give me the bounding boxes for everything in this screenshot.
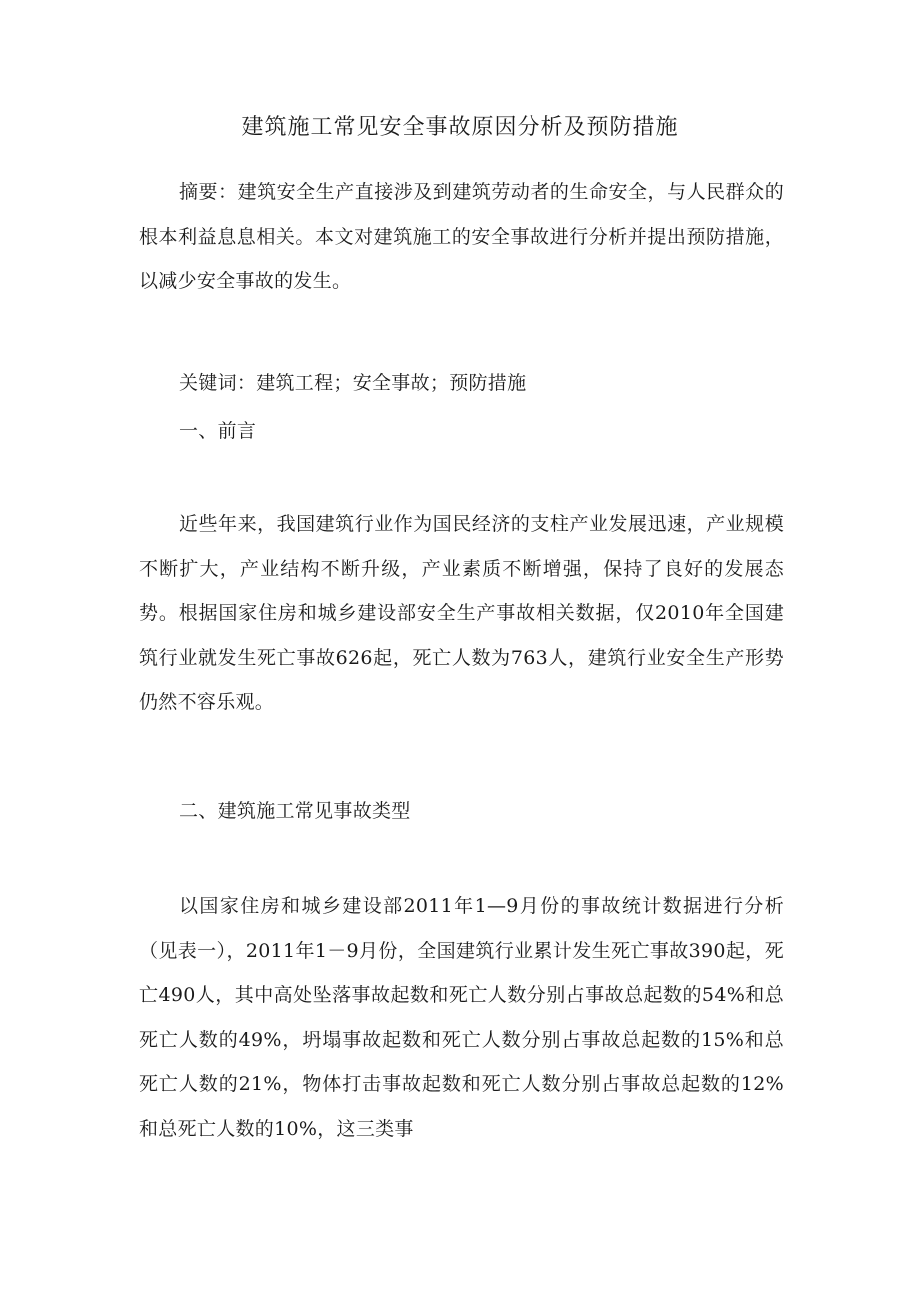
section-2-paragraph: 以国家住房和城乡建设部2011年1—9月份的事故统计数据进行分析（见表一），2011年1－9月份，全国建筑行业累计发生死亡事故390起，死亡490人，其中高处坠落事故起数和死亡人数分别占事故总起数的54%和总死亡人数的49%，坍塌事故起数和死亡人数分别占事故总起数的15%和总死亡人数的21%，物体打击事故起数和死亡人数分别占事故总起数的12%和总死亡人数的10%，这三类事: [139, 895, 784, 1140]
section-1-paragraph: 近些年来，我国建筑行业作为国民经济的支柱产业发展迅速，产业规模不断扩大，产业结构不断升级，产业素质不断增强，保持了良好的发展态势。根据国家住房和城乡建设部安全生产事故相关数据，仅2010年全国建筑行业就发生死亡事故626起，死亡人数为763人，建筑行业安全生产形势仍然不容乐观。: [139, 513, 784, 713]
document-title: 建筑施工常见安全事故原因分析及预防措施: [241, 115, 679, 140]
keywords-line: 关键词：建筑工程；安全事故；预防措施: [179, 372, 527, 394]
section-1-heading: 一、前言: [179, 420, 257, 442]
abstract-paragraph: 摘要：建筑安全生产直接涉及到建筑劳动者的生命安全，与人民群众的根本利益息息相关。本文对建筑施工的安全事故进行分析并提出预防措施，以减少安全事故的发生。: [139, 181, 784, 292]
section-2-heading: 二、建筑施工常见事故类型: [179, 800, 411, 822]
